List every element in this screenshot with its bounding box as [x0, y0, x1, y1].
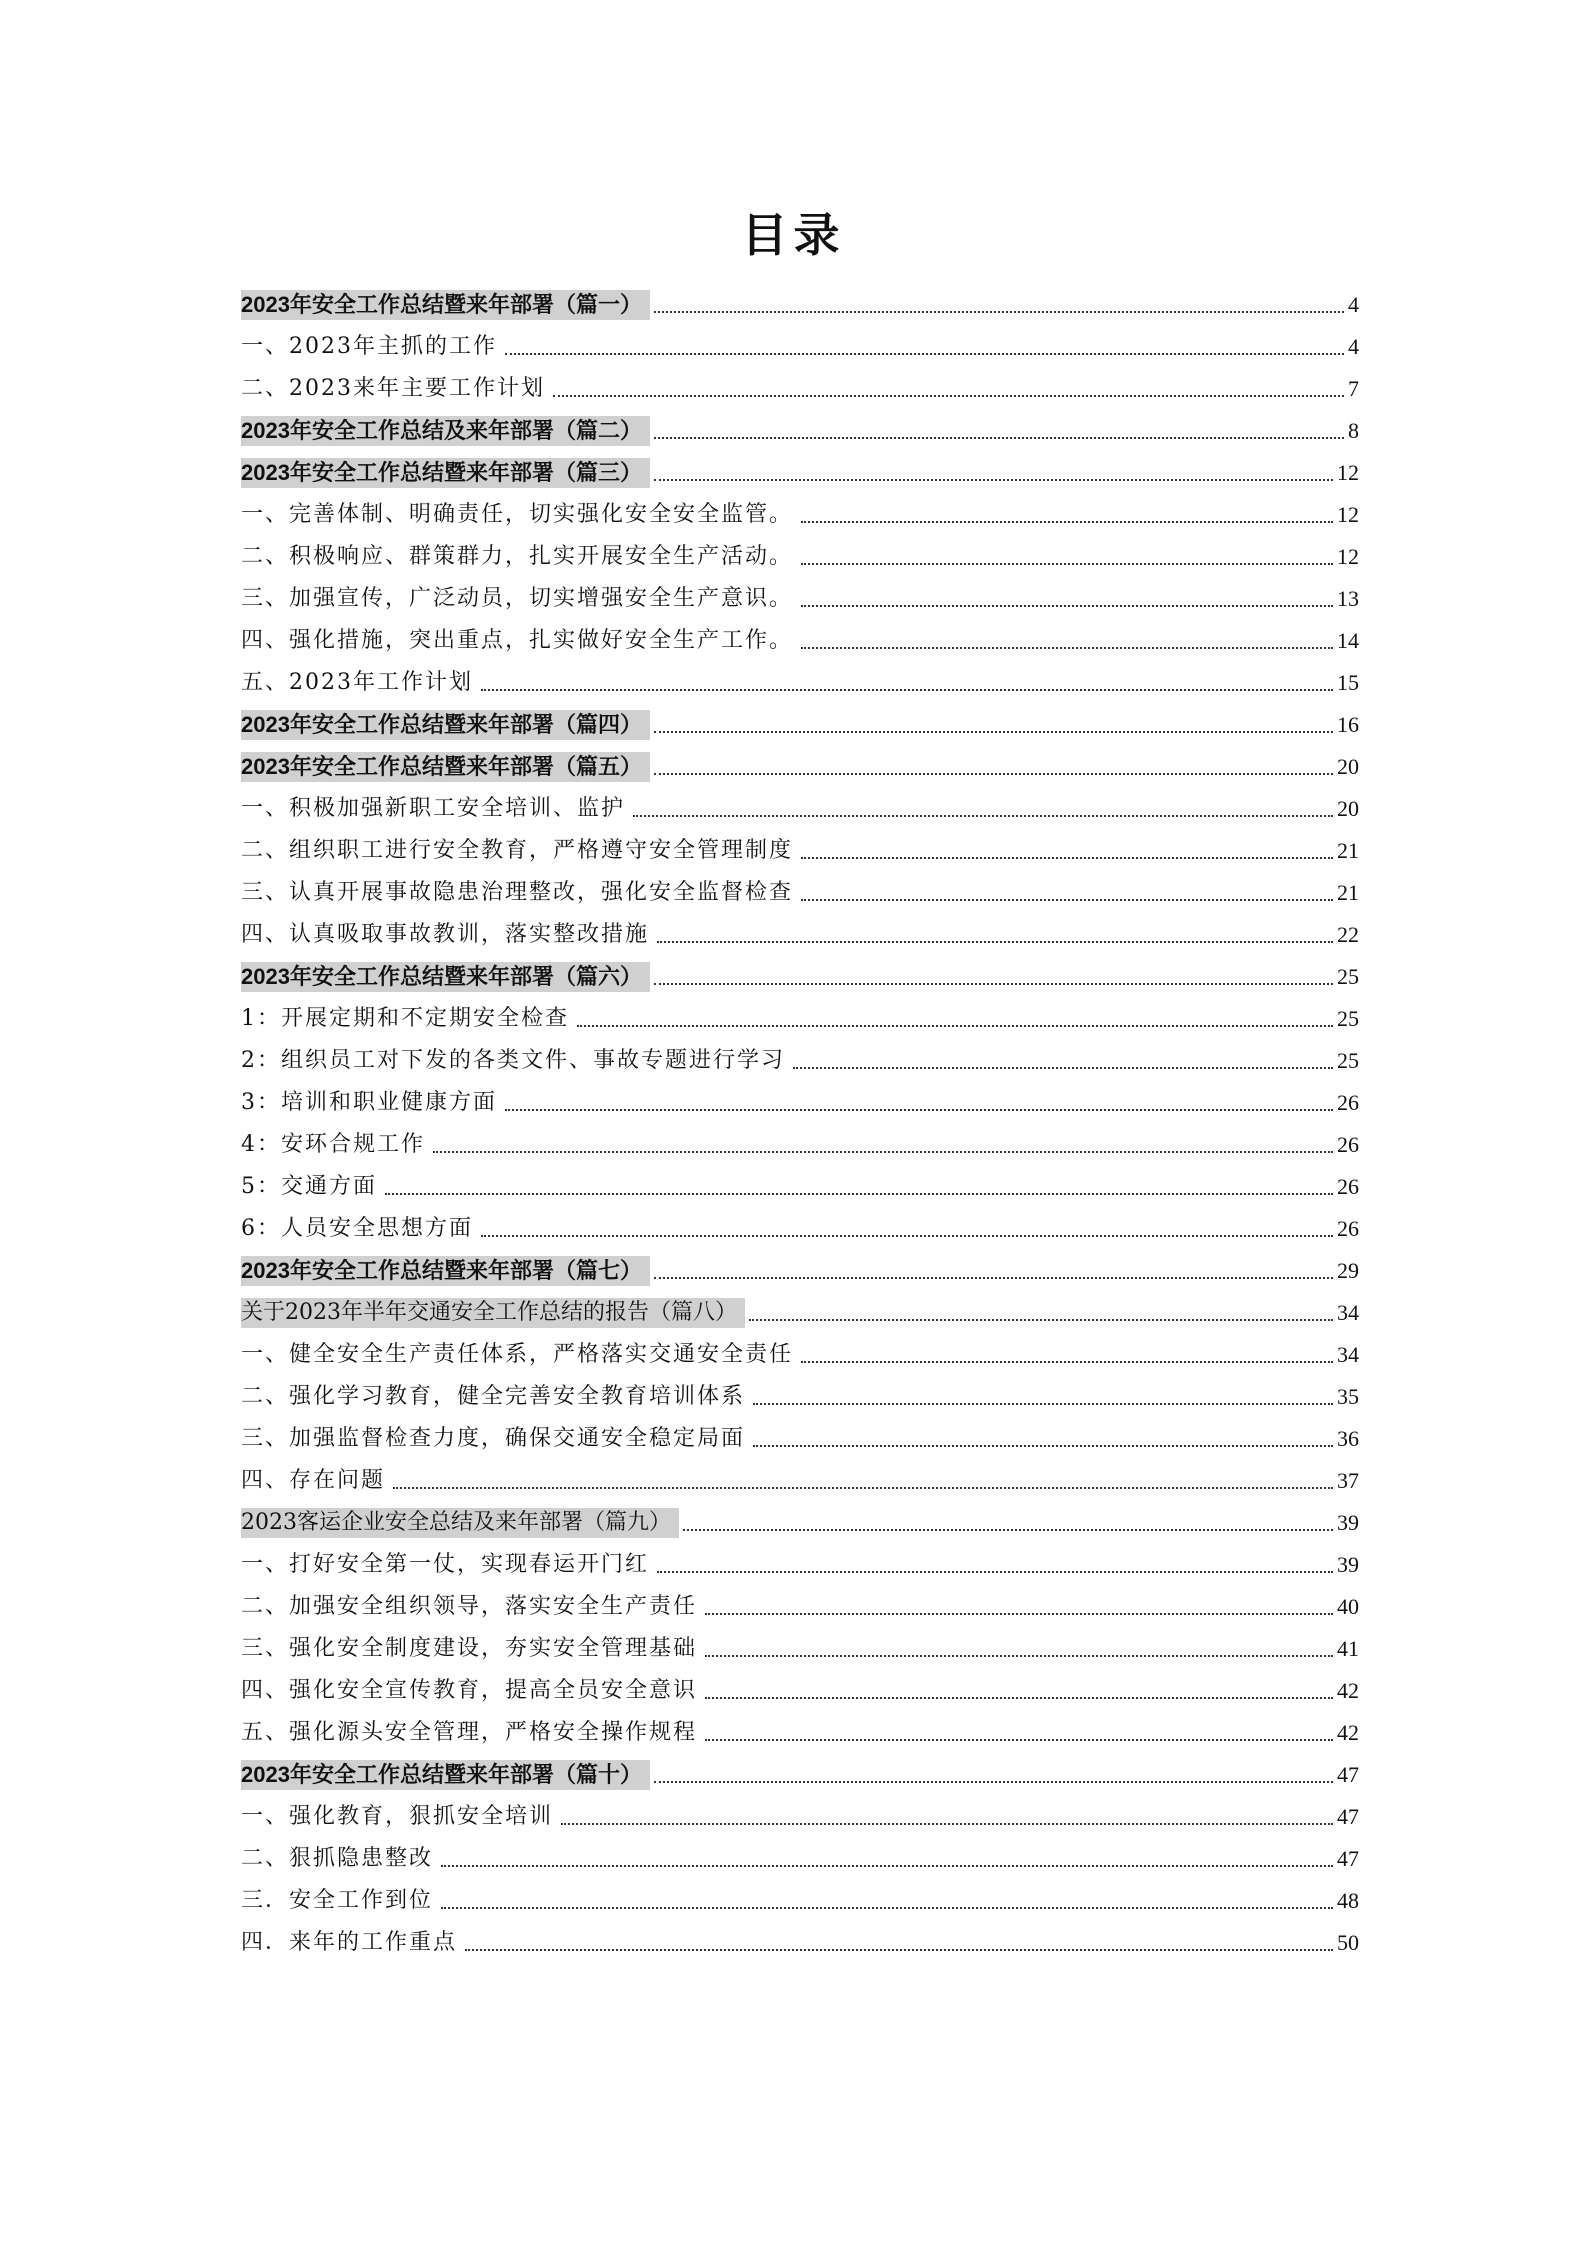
toc-subentry[interactable] [241, 320, 1359, 362]
toc-entry-text: 二、狠抓隐患整改 [241, 1846, 434, 1871]
toc-page-number: 34 [1337, 1300, 1359, 1325]
toc-subentry[interactable] [241, 1160, 1359, 1202]
toc-heading-entry[interactable] [241, 1286, 1359, 1328]
toc-page-number: 15 [1337, 670, 1359, 695]
toc-page-number: 35 [1337, 1384, 1359, 1409]
toc-subentry[interactable] [241, 1790, 1359, 1832]
toc-subentry[interactable] [241, 1832, 1359, 1874]
toc-page-number: 16 [1337, 712, 1359, 737]
toc-entry-text: 2023年安全工作总结暨来年部署（篇五） [241, 752, 650, 782]
toc-dot-leader [654, 311, 1344, 313]
toc-page-number: 7 [1348, 376, 1359, 401]
toc-subentry[interactable] [241, 1076, 1359, 1118]
toc-entry-text: 2023年安全工作总结及来年部署（篇二） [241, 416, 650, 446]
toc-dot-leader [801, 605, 1333, 607]
toc-dot-leader [481, 689, 1333, 691]
toc-dot-leader [683, 1529, 1333, 1531]
toc-dot-leader [753, 1403, 1333, 1405]
toc-subentry[interactable] [241, 1916, 1359, 1958]
toc-dot-leader [801, 857, 1333, 859]
toc-dot-leader [385, 1193, 1333, 1195]
toc-heading-entry[interactable] [241, 1748, 1359, 1790]
toc-dot-leader [393, 1487, 1333, 1489]
toc-heading-entry[interactable] [241, 404, 1359, 446]
toc-dot-leader [505, 353, 1344, 355]
toc-entry-text: 一、完善体制、明确责任，切实强化安全安全监管。 [241, 502, 794, 527]
toc-dot-leader [705, 1613, 1333, 1615]
toc-dot-leader [654, 773, 1333, 775]
toc-page-number: 12 [1337, 460, 1359, 485]
page-title: 目录 [741, 208, 846, 262]
toc-subentry[interactable] [241, 908, 1359, 950]
toc-heading-entry[interactable] [241, 1244, 1359, 1286]
toc-subentry[interactable] [241, 1328, 1359, 1370]
toc-entry-text: 2023年安全工作总结暨来年部署（篇一） [241, 290, 650, 320]
toc-entry-text: 5：交通方面 [241, 1174, 377, 1199]
toc-dot-leader [801, 563, 1333, 565]
toc-page-number: 25 [1337, 1048, 1359, 1073]
toc-subentry[interactable] [241, 362, 1359, 404]
toc-dot-leader [654, 1277, 1333, 1279]
toc-page-number: 21 [1337, 880, 1359, 905]
toc-entry-text: 2023年安全工作总结暨来年部署（篇三） [241, 458, 650, 488]
toc-page-number: 14 [1337, 628, 1359, 653]
toc-subentry[interactable] [241, 656, 1359, 698]
toc-dot-leader [433, 1151, 1333, 1153]
toc-entry-text: 2023年安全工作总结暨来年部署（篇七） [241, 1256, 650, 1286]
toc-page-number: 13 [1337, 586, 1359, 611]
toc-dot-leader [654, 437, 1344, 439]
toc-page-number: 39 [1337, 1510, 1359, 1535]
toc-dot-leader [705, 1739, 1333, 1741]
toc-subentry[interactable] [241, 1874, 1359, 1916]
toc-dot-leader [657, 1571, 1333, 1573]
toc-page-number: 22 [1337, 922, 1359, 947]
toc-entry-text: 4：安环合规工作 [241, 1132, 425, 1157]
toc-entry-text: 三、加强宣传，广泛动员，切实增强安全生产意识。 [241, 586, 794, 611]
toc-entry-text: 四、强化安全宣传教育，提高全员安全意识 [241, 1678, 698, 1703]
toc-dot-leader [705, 1655, 1333, 1657]
toc-dot-leader [441, 1907, 1333, 1909]
toc-entry-text: 三．安全工作到位 [241, 1888, 434, 1913]
toc-dot-leader [654, 1781, 1333, 1783]
toc-page-number: 47 [1337, 1804, 1359, 1829]
toc-heading-entry[interactable] [241, 698, 1359, 740]
toc-subentry[interactable] [241, 824, 1359, 866]
toc-subentry[interactable] [241, 530, 1359, 572]
toc-subentry[interactable] [241, 1118, 1359, 1160]
toc-page-number: 26 [1337, 1174, 1359, 1199]
toc-entry-text: 二、2023来年主要工作计划 [241, 376, 545, 401]
toc-subentry[interactable] [241, 614, 1359, 656]
toc-subentry[interactable] [241, 1664, 1359, 1706]
toc-entry-text: 关于2023年半年交通安全工作总结的报告（篇八） [241, 1298, 745, 1328]
toc-page-number: 40 [1337, 1594, 1359, 1619]
toc-dot-leader [801, 521, 1333, 523]
toc-heading-entry[interactable] [241, 446, 1359, 488]
toc-dot-leader [505, 1109, 1333, 1111]
toc-dot-leader [441, 1865, 1333, 1867]
toc-entry-text: 二、强化学习教育，健全完善安全教育培训体系 [241, 1384, 746, 1409]
toc-page-number: 25 [1337, 1006, 1359, 1031]
toc-page-number: 12 [1337, 544, 1359, 569]
toc-entry-text: 二、加强安全组织领导，落实安全生产责任 [241, 1594, 698, 1619]
toc-entry-text: 一、强化教育，狠抓安全培训 [241, 1804, 554, 1829]
toc-dot-leader [465, 1949, 1333, 1951]
toc-heading-entry[interactable] [241, 950, 1359, 992]
toc-dot-leader [654, 983, 1333, 985]
toc-subentry[interactable] [241, 572, 1359, 614]
toc-page-number: 47 [1337, 1762, 1359, 1787]
toc-subentry[interactable] [241, 1034, 1359, 1076]
toc-entry-text: 五、强化源头安全管理，严格安全操作规程 [241, 1720, 698, 1745]
toc-page-number: 37 [1337, 1468, 1359, 1493]
toc-dot-leader [793, 1067, 1333, 1069]
toc-page-number: 48 [1337, 1888, 1359, 1913]
toc-entry-text: 2023年安全工作总结暨来年部署（篇十） [241, 1760, 650, 1790]
toc-entry-text: 三、强化安全制度建设，夯实安全管理基础 [241, 1636, 698, 1661]
toc-entry-text: 2：组织员工对下发的各类文件、事故专题进行学习 [241, 1048, 785, 1073]
toc-dot-leader [577, 1025, 1333, 1027]
toc-dot-leader [553, 395, 1344, 397]
toc-page-number: 26 [1337, 1090, 1359, 1115]
toc-page-number: 36 [1337, 1426, 1359, 1451]
toc-page-number: 8 [1348, 418, 1359, 443]
toc-page-number: 34 [1337, 1342, 1359, 1367]
toc-entry-text: 四．来年的工作重点 [241, 1930, 458, 1955]
toc-dot-leader [801, 899, 1333, 901]
toc-dot-leader [801, 647, 1333, 649]
toc-entry-text: 2023客运企业安全总结及来年部署（篇九） [241, 1508, 679, 1538]
toc-page-number: 50 [1337, 1930, 1359, 1955]
toc-dot-leader [633, 815, 1333, 817]
toc-entry-text: 6：人员安全思想方面 [241, 1216, 473, 1241]
toc-entry-text: 四、存在问题 [241, 1468, 386, 1493]
toc-entry-text: 三、认真开展事故隐患治理整改，强化安全监督检查 [241, 880, 794, 905]
toc-subentry[interactable] [241, 992, 1359, 1034]
toc-page-number: 20 [1337, 796, 1359, 821]
toc-subentry[interactable] [241, 782, 1359, 824]
toc-subentry[interactable] [241, 1412, 1359, 1454]
toc-entry-text: 二、组织职工进行安全教育，严格遵守安全管理制度 [241, 838, 794, 863]
toc-page-number: 39 [1337, 1552, 1359, 1577]
toc-entry-text: 二、积极响应、群策群力，扎实开展安全生产活动。 [241, 544, 794, 569]
toc-page-number: 26 [1337, 1216, 1359, 1241]
toc-heading-entry[interactable] [241, 1496, 1359, 1538]
toc-entry-text: 2023年安全工作总结暨来年部署（篇六） [241, 962, 650, 992]
toc-entry-text: 一、健全安全生产责任体系，严格落实交通安全责任 [241, 1342, 794, 1367]
toc-page-number: 42 [1337, 1678, 1359, 1703]
toc-dot-leader [481, 1235, 1333, 1237]
toc-subentry[interactable] [241, 866, 1359, 908]
toc-subentry[interactable] [241, 1454, 1359, 1496]
toc-subentry[interactable] [241, 1370, 1359, 1412]
toc-heading-entry[interactable] [241, 740, 1359, 782]
toc-page-number: 4 [1348, 334, 1359, 359]
toc-page-number: 47 [1337, 1846, 1359, 1871]
toc-dot-leader [705, 1697, 1333, 1699]
toc-dot-leader [657, 941, 1333, 943]
toc-subentry[interactable] [241, 1202, 1359, 1244]
toc-entry-text: 2023年安全工作总结暨来年部署（篇四） [241, 710, 650, 740]
toc-page-number: 41 [1337, 1636, 1359, 1661]
toc-dot-leader [654, 479, 1333, 481]
toc-entry-text: 五、2023年工作计划 [241, 670, 473, 695]
toc-entry-text: 一、打好安全第一仗，实现春运开门红 [241, 1552, 650, 1577]
toc-subentry[interactable] [241, 1580, 1359, 1622]
toc-entry-text: 一、2023年主抓的工作 [241, 334, 497, 359]
toc-page-number: 25 [1337, 964, 1359, 989]
toc-entry-text: 3：培训和职业健康方面 [241, 1090, 497, 1115]
toc-entry-text: 四、认真吸取事故教训，落实整改措施 [241, 922, 650, 947]
toc-heading-entry[interactable] [241, 278, 1359, 320]
toc-page-number: 12 [1337, 502, 1359, 527]
toc-dot-leader [561, 1823, 1333, 1825]
toc-page-number: 26 [1337, 1132, 1359, 1157]
table-of-contents [241, 278, 1359, 1958]
toc-dot-leader [753, 1445, 1333, 1447]
toc-page-number: 29 [1337, 1258, 1359, 1283]
toc-subentry[interactable] [241, 1706, 1359, 1748]
toc-dot-leader [801, 1361, 1333, 1363]
toc-page-number: 21 [1337, 838, 1359, 863]
toc-entry-text: 三、加强监督检查力度，确保交通安全稳定局面 [241, 1426, 746, 1451]
toc-page-number: 42 [1337, 1720, 1359, 1745]
toc-dot-leader [749, 1319, 1333, 1321]
toc-subentry[interactable] [241, 1538, 1359, 1580]
toc-page-number: 20 [1337, 754, 1359, 779]
toc-subentry[interactable] [241, 488, 1359, 530]
toc-entry-text: 1：开展定期和不定期安全检查 [241, 1006, 569, 1031]
toc-subentry[interactable] [241, 1622, 1359, 1664]
toc-page-number: 4 [1348, 292, 1359, 317]
toc-entry-text: 一、积极加强新职工安全培训、监护 [241, 796, 626, 821]
toc-entry-text: 四、强化措施，突出重点，扎实做好安全生产工作。 [241, 628, 794, 653]
toc-dot-leader [654, 731, 1333, 733]
